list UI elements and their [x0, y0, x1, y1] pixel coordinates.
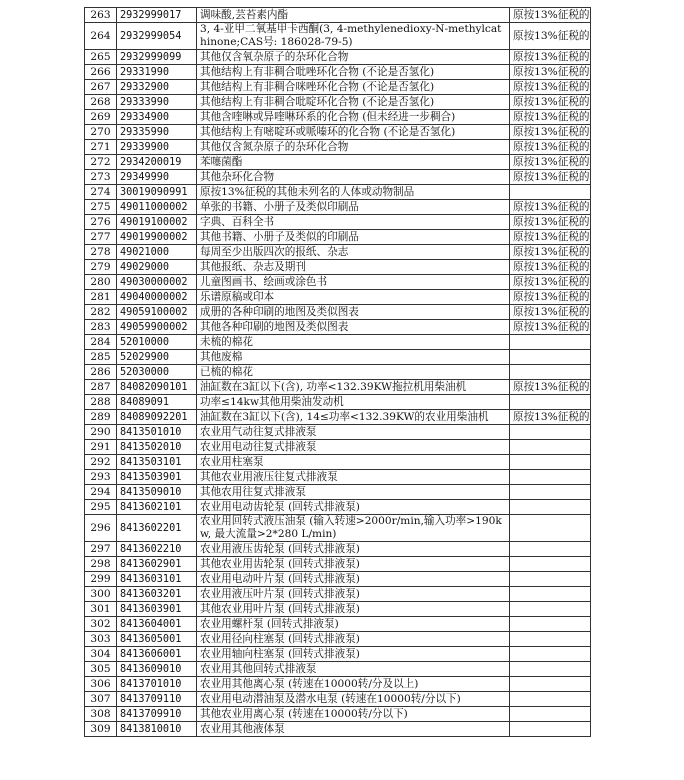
tax-note: 原按13%征税的 [510, 290, 591, 305]
tax-note [510, 602, 591, 617]
tax-note: 原按13%征税的 [510, 410, 591, 425]
table-row [85, 200, 591, 215]
row-number: 298 [85, 557, 117, 572]
commodity-name: 3, 4-亚甲二氧基甲卡西酮(3, 4-methylenedioxy-N-methylcathinone;CAS号: 186028-79-5) [197, 23, 510, 50]
row-number: 291 [85, 440, 117, 455]
commodity-name: 其他杂环化合物 [197, 170, 510, 185]
row-number: 290 [85, 425, 117, 440]
commodity-name: 其他农业用齿轮泵 (回转式排液泵) [197, 557, 510, 572]
row-number: 295 [85, 500, 117, 515]
commodity-name: 农业用液压叶片泵 (回转式排液泵) [197, 587, 510, 602]
commodity-code: 2934200019 [117, 155, 197, 170]
commodity-name: 农业用柱塞泵 [197, 455, 510, 470]
table-row [85, 707, 591, 722]
tariff-table [84, 7, 591, 737]
commodity-name: 未梳的棉花 [197, 335, 510, 350]
row-number: 296 [85, 515, 117, 542]
commodity-name: 其他农业用液压往复式排液泵 [197, 470, 510, 485]
row-number: 309 [85, 722, 117, 737]
table-row [85, 395, 591, 410]
table-row [85, 230, 591, 245]
row-number: 307 [85, 692, 117, 707]
commodity-code: 8413609010 [117, 662, 197, 677]
table-row [85, 647, 591, 662]
row-number: 266 [85, 65, 117, 80]
table-row [85, 275, 591, 290]
commodity-name: 油缸数在3缸以下(含), 14≤功率<132.39KW的农业用柴油机 [197, 410, 510, 425]
commodity-code: 49059100002 [117, 305, 197, 320]
commodity-code: 49019100002 [117, 215, 197, 230]
table-row [85, 470, 591, 485]
commodity-code: 8413602201 [117, 515, 197, 542]
table-row [85, 440, 591, 455]
commodity-name: 每周至少出版四次的报纸、杂志 [197, 245, 510, 260]
tax-note [510, 587, 591, 602]
row-number: 281 [85, 290, 117, 305]
tax-note: 原按13%征税的 [510, 275, 591, 290]
commodity-name: 其他含喹啉或异喹啉环系的化合物 (但未经进一步稠合) [197, 110, 510, 125]
row-number: 302 [85, 617, 117, 632]
table-row [85, 572, 591, 587]
commodity-name: 农业用气动往复式排液泵 [197, 425, 510, 440]
table-row [85, 692, 591, 707]
commodity-name: 其他结构上有非稠合吡唑环化合物 (不论是否氢化) [197, 65, 510, 80]
tax-note [510, 662, 591, 677]
commodity-code: 8413501010 [117, 425, 197, 440]
table-row [85, 485, 591, 500]
tax-note: 原按13%征税的 [510, 80, 591, 95]
commodity-code: 29332900 [117, 80, 197, 95]
table-row [85, 320, 591, 335]
tax-note: 原按13%征税的 [510, 155, 591, 170]
commodity-name: 农业用电动齿轮泵 (回转式排液泵) [197, 500, 510, 515]
tax-note [510, 677, 591, 692]
tax-note: 原按13%征税的 [510, 140, 591, 155]
commodity-name: 功率≤14kw其他用柴油发动机 [197, 395, 510, 410]
row-number: 306 [85, 677, 117, 692]
commodity-name: 其他仅含氮杂原子的杂环化合物 [197, 140, 510, 155]
commodity-name: 农业用径向柱塞泵 (回转式排液泵) [197, 632, 510, 647]
tax-note [510, 632, 591, 647]
commodity-name: 其他废棉 [197, 350, 510, 365]
commodity-code: 8413606001 [117, 647, 197, 662]
row-number: 305 [85, 662, 117, 677]
commodity-name: 农业用电动潜油泵及潜水电泵 (转速在10000转/分以下) [197, 692, 510, 707]
commodity-code: 52029900 [117, 350, 197, 365]
table-row [85, 500, 591, 515]
commodity-code: 52030000 [117, 365, 197, 380]
commodity-name: 调味酸,芸苔素内酯 [197, 8, 510, 23]
commodity-code: 8413502010 [117, 440, 197, 455]
tax-note [510, 542, 591, 557]
table-row [85, 722, 591, 737]
tax-note [510, 692, 591, 707]
table-row [85, 542, 591, 557]
table-row [85, 677, 591, 692]
commodity-name: 其他仅含氧杂原子的杂环化合物 [197, 50, 510, 65]
commodity-code: 29331990 [117, 65, 197, 80]
row-number: 269 [85, 110, 117, 125]
row-number: 283 [85, 320, 117, 335]
tax-note [510, 455, 591, 470]
commodity-name: 其他结构上有嘧啶环或哌嗪环的化合物 (不论是否氢化) [197, 125, 510, 140]
commodity-name: 农业用其他液体泵 [197, 722, 510, 737]
commodity-name: 其他书籍、小册子及类似的印刷品 [197, 230, 510, 245]
table-row [85, 410, 591, 425]
table-row [85, 617, 591, 632]
table-row [85, 455, 591, 470]
tax-note [510, 617, 591, 632]
table-row [85, 110, 591, 125]
row-number: 268 [85, 95, 117, 110]
row-number: 284 [85, 335, 117, 350]
tax-note [510, 470, 591, 485]
commodity-code: 29334900 [117, 110, 197, 125]
table-row [85, 245, 591, 260]
commodity-code: 29349990 [117, 170, 197, 185]
commodity-name: 成册的各种印刷的地图及类似图表 [197, 305, 510, 320]
row-number: 282 [85, 305, 117, 320]
table-row [85, 557, 591, 572]
commodity-name: 油缸数在3缸以下(含), 功率<132.39KW拖拉机用柴油机 [197, 380, 510, 395]
commodity-code: 8413603901 [117, 602, 197, 617]
table-row [85, 602, 591, 617]
row-number: 280 [85, 275, 117, 290]
row-number: 274 [85, 185, 117, 200]
tax-note: 原按13%征税的 [510, 110, 591, 125]
tax-note [510, 722, 591, 737]
table-row [85, 65, 591, 80]
tax-note [510, 572, 591, 587]
commodity-code: 8413603201 [117, 587, 197, 602]
row-number: 288 [85, 395, 117, 410]
commodity-code: 52010000 [117, 335, 197, 350]
table-row [85, 380, 591, 395]
commodity-name: 乐谱原稿或印本 [197, 290, 510, 305]
row-number: 300 [85, 587, 117, 602]
tax-note: 原按13%征税的 [510, 380, 591, 395]
table-row [85, 632, 591, 647]
table-row [85, 335, 591, 350]
table-row [85, 155, 591, 170]
table-row [85, 80, 591, 95]
commodity-code: 2932999017 [117, 8, 197, 23]
tax-note: 原按13%征税的 [510, 95, 591, 110]
tax-note: 原按13%征税的 [510, 305, 591, 320]
table-row [85, 125, 591, 140]
commodity-code: 29335990 [117, 125, 197, 140]
row-number: 299 [85, 572, 117, 587]
commodity-code: 49030000002 [117, 275, 197, 290]
table-row [85, 305, 591, 320]
table-row [85, 260, 591, 275]
commodity-code: 84089092201 [117, 410, 197, 425]
row-number: 263 [85, 8, 117, 23]
commodity-name: 原按13%征税的其他未列名的人体或动物制品 [197, 185, 510, 200]
row-number: 267 [85, 80, 117, 95]
commodity-name: 儿童图画书、绘画或涂色书 [197, 275, 510, 290]
commodity-name: 其他结构上有非稠合吡啶环化合物 (不论是否氢化) [197, 95, 510, 110]
row-number: 264 [85, 23, 117, 50]
table-row [85, 290, 591, 305]
table-row [85, 215, 591, 230]
tax-note: 原按13%征税的 [510, 320, 591, 335]
commodity-code: 29339900 [117, 140, 197, 155]
commodity-code: 2932999099 [117, 50, 197, 65]
commodity-code: 8413602210 [117, 542, 197, 557]
table-row [85, 8, 591, 23]
tax-note [510, 515, 591, 542]
commodity-code: 49021000 [117, 245, 197, 260]
commodity-name: 其他报纸、杂志及期刊 [197, 260, 510, 275]
table-row [85, 587, 591, 602]
commodity-name: 字典、百科全书 [197, 215, 510, 230]
commodity-name: 农业用其他离心泵 (转速在10000转/分及以上) [197, 677, 510, 692]
tax-note [510, 365, 591, 380]
table-row [85, 170, 591, 185]
row-number: 278 [85, 245, 117, 260]
row-number: 279 [85, 260, 117, 275]
commodity-name: 其他结构上有非稠合咪唑环化合物 (不论是否氢化) [197, 80, 510, 95]
tax-note [510, 335, 591, 350]
commodity-code: 2932999054 [117, 23, 197, 50]
table-row [85, 140, 591, 155]
row-number: 285 [85, 350, 117, 365]
table-row [85, 50, 591, 65]
tax-note [510, 440, 591, 455]
commodity-name: 其他农业用叶片泵 (回转式排液泵) [197, 602, 510, 617]
commodity-name: 农业用回转式液压油泵 (输入转速>2000r/min,输入功率>190kw, 最大流量>2*280 L/min) [197, 515, 510, 542]
row-number: 301 [85, 602, 117, 617]
commodity-code: 29333990 [117, 95, 197, 110]
tax-note [510, 350, 591, 365]
commodity-code: 8413709910 [117, 707, 197, 722]
row-number: 272 [85, 155, 117, 170]
tax-note: 原按13%征税的 [510, 170, 591, 185]
row-number: 275 [85, 200, 117, 215]
commodity-name: 苯噻菌酯 [197, 155, 510, 170]
commodity-name: 其他农业用离心泵 (转速在10000转/分以下) [197, 707, 510, 722]
commodity-name: 农业用电动叶片泵 (回转式排液泵) [197, 572, 510, 587]
row-number: 287 [85, 380, 117, 395]
row-number: 289 [85, 410, 117, 425]
commodity-code: 8413503901 [117, 470, 197, 485]
row-number: 271 [85, 140, 117, 155]
tax-note: 原按13%征税的 [510, 215, 591, 230]
commodity-name: 农业用其他回转式排液泵 [197, 662, 510, 677]
commodity-code: 8413602901 [117, 557, 197, 572]
commodity-code: 84089091 [117, 395, 197, 410]
row-number: 273 [85, 170, 117, 185]
tax-note [510, 425, 591, 440]
tax-note [510, 485, 591, 500]
commodity-name: 农业用螺杆泵 (回转式排液泵) [197, 617, 510, 632]
commodity-code: 8413503101 [117, 455, 197, 470]
commodity-code: 8413509010 [117, 485, 197, 500]
commodity-name: 其他农用往复式排液泵 [197, 485, 510, 500]
tax-note: 原按13%征税的 [510, 23, 591, 50]
tax-note: 原按13%征税的 [510, 260, 591, 275]
commodity-code: 30019090991 [117, 185, 197, 200]
row-number: 276 [85, 215, 117, 230]
table-row [85, 365, 591, 380]
table-row [85, 95, 591, 110]
row-number: 286 [85, 365, 117, 380]
tax-note [510, 500, 591, 515]
tax-note [510, 647, 591, 662]
commodity-code: 8413605001 [117, 632, 197, 647]
commodity-code: 49029000 [117, 260, 197, 275]
tax-note: 原按13%征税的 [510, 125, 591, 140]
commodity-code: 8413603101 [117, 572, 197, 587]
commodity-code: 49011000002 [117, 200, 197, 215]
row-number: 297 [85, 542, 117, 557]
row-number: 270 [85, 125, 117, 140]
table-row [85, 185, 591, 200]
row-number: 304 [85, 647, 117, 662]
commodity-name: 已梳的棉花 [197, 365, 510, 380]
tax-note: 原按13%征税的 [510, 65, 591, 80]
tax-note [510, 707, 591, 722]
row-number: 303 [85, 632, 117, 647]
tax-note [510, 395, 591, 410]
table-row [85, 425, 591, 440]
commodity-code: 8413810010 [117, 722, 197, 737]
row-number: 294 [85, 485, 117, 500]
tax-note: 原按13%征税的 [510, 230, 591, 245]
commodity-name: 单张的书籍、小册子及类似印刷品 [197, 200, 510, 215]
tax-note [510, 185, 591, 200]
row-number: 265 [85, 50, 117, 65]
commodity-name: 其他各种印刷的地图及类似图表 [197, 320, 510, 335]
commodity-code: 8413604001 [117, 617, 197, 632]
commodity-code: 49040000002 [117, 290, 197, 305]
commodity-name: 农业用液压齿轮泵 (回转式排液泵) [197, 542, 510, 557]
tax-note: 原按13%征税的 [510, 8, 591, 23]
table-row [85, 515, 591, 542]
table-row [85, 350, 591, 365]
tax-note [510, 557, 591, 572]
commodity-code: 8413709110 [117, 692, 197, 707]
commodity-code: 49059900002 [117, 320, 197, 335]
table-row [85, 662, 591, 677]
table-body [85, 8, 591, 737]
tax-note: 原按13%征税的 [510, 50, 591, 65]
commodity-name: 农业用轴向柱塞泵 (回转式排液泵) [197, 647, 510, 662]
row-number: 293 [85, 470, 117, 485]
commodity-name: 农业用电动往复式排液泵 [197, 440, 510, 455]
table-row [85, 23, 591, 50]
tax-note: 原按13%征税的 [510, 245, 591, 260]
commodity-code: 8413701010 [117, 677, 197, 692]
row-number: 292 [85, 455, 117, 470]
commodity-code: 8413602101 [117, 500, 197, 515]
commodity-code: 49019900002 [117, 230, 197, 245]
tax-note: 原按13%征税的 [510, 200, 591, 215]
row-number: 277 [85, 230, 117, 245]
row-number: 308 [85, 707, 117, 722]
commodity-code: 84082090101 [117, 380, 197, 395]
